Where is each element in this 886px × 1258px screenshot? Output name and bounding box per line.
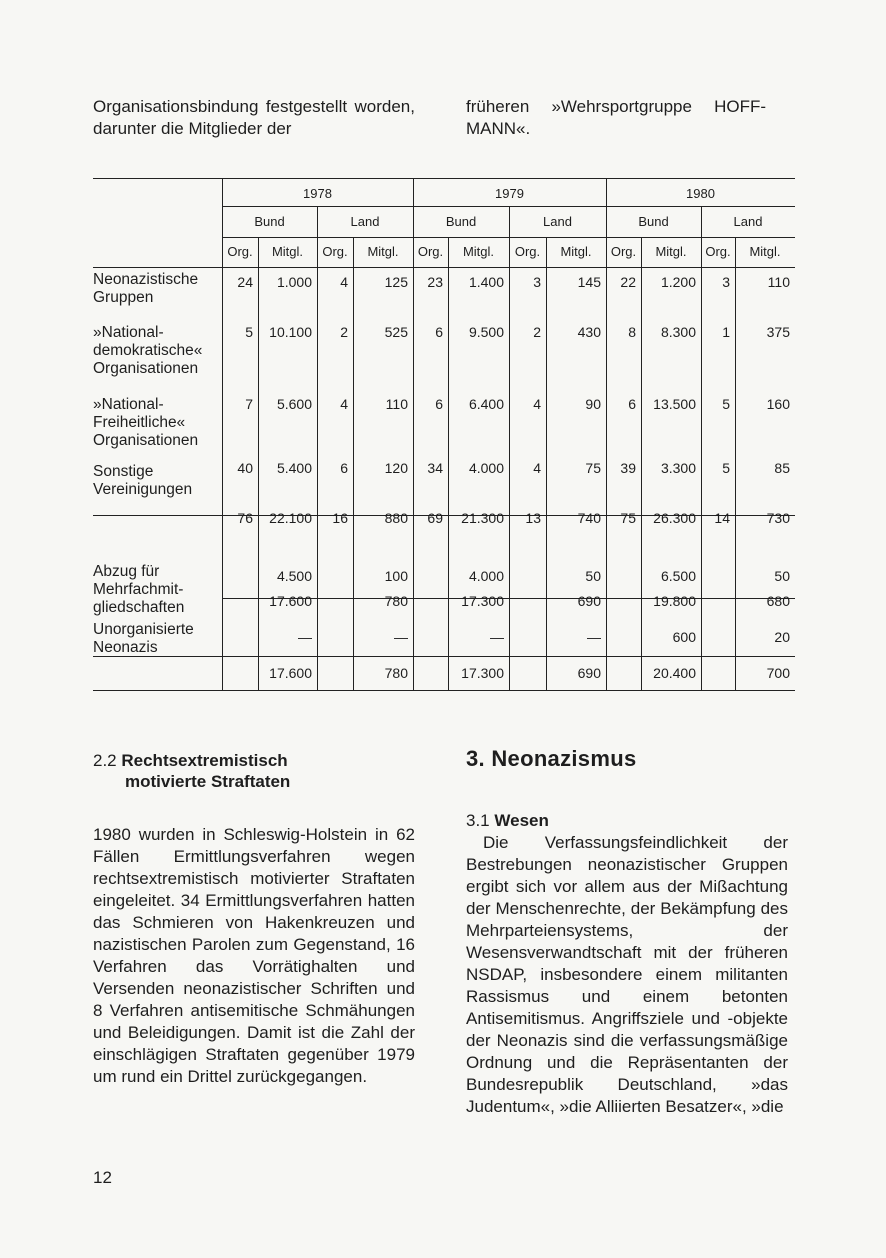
table-cell: 26.300 [653, 510, 696, 526]
table-cell: 6.500 [660, 568, 696, 584]
table-cell: 4 [340, 274, 348, 290]
table-sub-header: Mitgl. [271, 244, 304, 259]
table-sub-header: Org. [227, 244, 253, 259]
table-cell: 16 [332, 510, 348, 526]
section-3-heading: 3. Neonazismus [466, 746, 637, 771]
table-rule [93, 267, 795, 268]
table-cell: 4.500 [276, 568, 312, 584]
table-sub-header: Mitgl. [655, 244, 687, 259]
table-cell: 1.400 [468, 274, 504, 290]
table-cell: 4 [533, 460, 541, 476]
table-year-header: 1979 [495, 186, 524, 201]
table-cell: 50 [585, 568, 601, 584]
table-cell: 880 [384, 510, 408, 526]
table-level-header: Land [350, 214, 380, 229]
section-2-2-title-line1: Rechtsextremistisch [121, 751, 288, 770]
table-row-label: »National-demokratische« Organisationen [93, 324, 203, 377]
table-cell: — [587, 629, 601, 645]
table-cell: 3.300 [660, 460, 696, 476]
table-cell: 730 [766, 510, 790, 526]
table-cell: 10.100 [269, 324, 312, 340]
table-cell: 13 [525, 510, 541, 526]
table-cell: 9.500 [468, 324, 504, 340]
table-cell: 69 [427, 510, 443, 526]
table-cell: 145 [577, 274, 601, 290]
table-cell: 375 [766, 324, 790, 340]
table-cell: 14 [714, 510, 730, 526]
page-number: 12 [93, 1168, 112, 1187]
table-level-header: Bund [638, 214, 669, 229]
table-cell: 6 [435, 324, 443, 340]
table-cell: — [490, 629, 504, 645]
table-row-label: Abzug für Mehrfachmit-gliedschaften [93, 563, 185, 616]
table-cell: 5.400 [276, 460, 312, 476]
table-cell: 6 [435, 396, 443, 412]
section-2-2-body: 1980 wurden in Schleswig-Holstein in 62 Fällen Ermittlungsverfahren wegen rechtsextremistisch motivierter Straftaten eingeleitet. 34 Ermittlungsverfahren hatten das Schmieren von Hakenkreuzen und nazistischen Parolen zum Gegenstand, 16 Verfahren das Vorrätighalten und Versenden neonazistischer Schriften und 8 Verfahren antisemitische Schmähungen und Beleidigungen. Damit ist die Zahl der einschlägigen Straftaten gegenüber 1979 um rund ein Drittel zurückgegangen. [93, 825, 415, 1086]
table-cell: 1 [722, 324, 730, 340]
table-cell: 75 [585, 460, 601, 476]
table-sub-header: Org. [514, 244, 541, 259]
table-level-header: Land [733, 214, 763, 229]
table-year-header: 1980 [686, 186, 715, 201]
table-cell: 39 [620, 460, 636, 476]
table-cell: 6 [628, 396, 636, 412]
statistics-table [93, 178, 795, 692]
table-cell: 2 [340, 324, 348, 340]
table-cell: 680 [766, 593, 790, 609]
table-sub-header: Org. [322, 244, 348, 259]
table-cell: 22.100 [269, 510, 312, 526]
table-cell: 120 [384, 460, 408, 476]
intro-left-text: Organisationsbindung festgestellt worden, darunter die Mitglieder der [93, 97, 415, 138]
table-rule [93, 690, 795, 691]
table-cell: 8.300 [660, 324, 696, 340]
section-3-1-title: Wesen [494, 811, 549, 830]
table-cell: 20.400 [653, 665, 696, 681]
table-cell: 690 [577, 593, 601, 609]
table-cell: 17.300 [461, 665, 504, 681]
table-cell: — [298, 629, 312, 645]
table-cell: 600 [672, 629, 696, 645]
table-cell: 24 [237, 274, 253, 290]
table-cell: 100 [384, 568, 408, 584]
table-sub-header: Mitgl. [462, 244, 495, 259]
table-rule [93, 178, 795, 179]
table-row-label: Unorganisierte Neonazis [93, 621, 194, 656]
table-cell: — [394, 629, 408, 645]
table-cell: 22 [620, 274, 636, 290]
table-year-header: 1978 [303, 186, 332, 201]
table-cell: 20 [774, 629, 790, 645]
table-cell: 4 [340, 396, 348, 412]
table-cell: 34 [427, 460, 443, 476]
table-cell: 780 [384, 593, 408, 609]
table-cell: 4.000 [468, 460, 504, 476]
table-cell: 5 [722, 396, 730, 412]
table-level-header: Bund [445, 214, 477, 229]
section-3-1-body: Die Verfassungsfeindlichkeit der Bestrebungen neonazistischer Gruppen ergibt sich vor allem aus der Mißachtung der Menschenrechte, der Bekämpfung des Mehrparteiensystems, der Wesensverwandtschaft mit der früheren NSDAP, insbesondere einem militanten Rassismus und einem betonten Antisemitismus. Angriffsziele und -objekte der Neonazis sind die verfassungsmäßige Ordnung und die Repräsentanten der Bundesrepublik Deutschland, »das Judentum«, »die Alliierten Besatzer«, »die [466, 833, 788, 1116]
table-cell: 4 [533, 396, 541, 412]
table-cell: 76 [237, 510, 253, 526]
table-cell: 6 [340, 460, 348, 476]
table-row-label: Neonazistische Gruppen [93, 271, 199, 306]
table-cell: 430 [577, 324, 601, 340]
section-2-2-number: 2.2 [93, 751, 117, 770]
table-cell: 740 [577, 510, 601, 526]
table-cell: 17.600 [269, 593, 312, 609]
intro-right-text: früheren »Wehrsportgruppe HOFF-MANN«. [466, 97, 766, 138]
table-cell: 13.500 [653, 396, 696, 412]
table-sub-header: Mitgl. [749, 244, 781, 259]
table-row-label: Sonstige Vereinigungen [93, 463, 193, 498]
table-sub-header: Mitgl. [560, 244, 592, 259]
table-cell: 1.200 [660, 274, 696, 290]
table-cell: 780 [384, 665, 408, 681]
table-cell: 1.000 [276, 274, 312, 290]
table-sub-header: Org. [417, 244, 444, 259]
table-cell: 90 [585, 396, 601, 412]
table-cell: 19.800 [653, 593, 696, 609]
section-2-2-heading [93, 750, 433, 792]
table-cell: 700 [766, 665, 790, 681]
table-cell: 21.300 [461, 510, 504, 526]
table-cell: 3 [722, 274, 730, 290]
table-level-header: Land [543, 214, 572, 229]
table-cell: 125 [384, 274, 408, 290]
table-cell: 160 [766, 396, 790, 412]
table-cell: 7 [245, 396, 253, 412]
table-cell: 690 [577, 665, 601, 681]
table-cell: 23 [427, 274, 443, 290]
table-cell: 40 [237, 460, 253, 476]
section-2-2-title-line2: motivierte Straftaten [125, 772, 291, 791]
table-cell: 75 [620, 510, 636, 526]
table-cell: 2 [533, 324, 541, 340]
table-cell: 3 [533, 274, 541, 290]
table-cell: 50 [774, 568, 790, 584]
table-cell: 525 [384, 324, 408, 340]
table-cell: 17.600 [269, 665, 312, 681]
table-level-header: Bund [254, 214, 285, 229]
table-sub-header: Org. [610, 244, 637, 259]
table-cell: 110 [767, 274, 790, 290]
table-cell: 110 [385, 396, 408, 412]
section-3-1-heading [466, 810, 549, 831]
section-3-1-number: 3.1 [466, 811, 490, 830]
table-cell: 6.400 [468, 396, 504, 412]
table-cell: 5 [245, 324, 253, 340]
table-cell: 17.300 [461, 593, 504, 609]
table-cell: 4.000 [468, 568, 504, 584]
table-cell: 5.600 [276, 396, 312, 412]
table-sub-header: Mitgl. [367, 244, 399, 259]
table-cell: 85 [774, 460, 790, 476]
table-sub-header: Org. [705, 244, 731, 259]
table-cell: 5 [722, 460, 730, 476]
table-row-label: »National-Freiheitliche« Organisationen [93, 396, 199, 449]
table-cell: 8 [628, 324, 636, 340]
